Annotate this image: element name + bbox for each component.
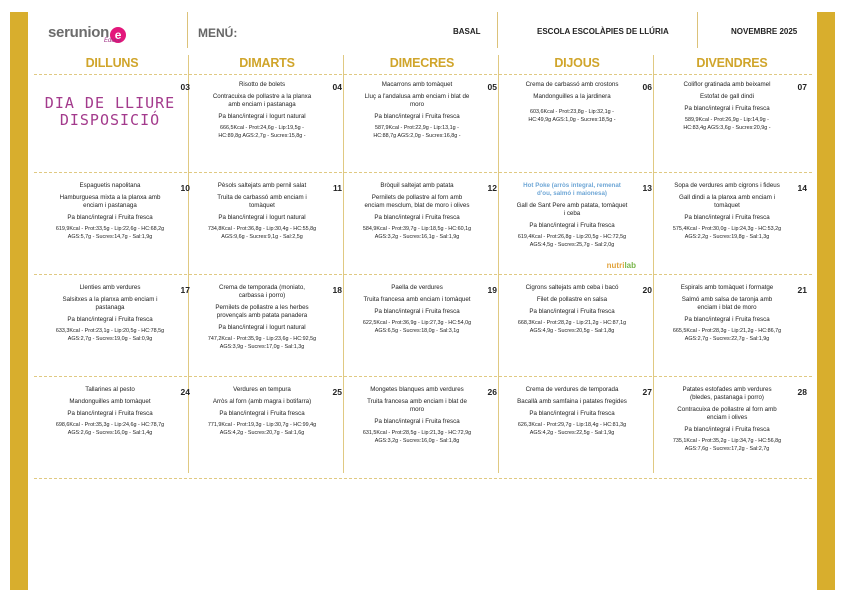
- dessert: Pa blanc/integral i Fruita fresca: [529, 222, 615, 229]
- day-cell: [347, 280, 497, 378]
- nutrition-info: 619,4Kcal - Prot:26,8g - Lip:20,5g - HC:72,5g: [517, 234, 627, 240]
- day-cell: [40, 382, 190, 480]
- first-course: Macarrons amb tomàquet: [381, 81, 453, 88]
- dessert: Pa blanc/integral i Iogurt natural: [218, 324, 306, 331]
- second-course: Mandonguilles amb tomàquet: [69, 398, 151, 405]
- nutrition-info: AGS:3,2g - Sucres:16,0g - Sal:1,8g: [374, 437, 460, 444]
- nutrition-info: HC:49,9g AGS:1,0g - Sucres:18,5g -: [528, 116, 616, 123]
- nutrition-info: AGS:6,5g - Sucres:18,0g - Sal:3,1g: [374, 327, 460, 334]
- dessert: Pa blanc/integral i Fruita fresca: [684, 426, 770, 433]
- nutrition-info: AGS:2,2g - Sucres:19,8g - Sal:1,3g: [684, 233, 770, 240]
- dessert: Pa blanc/integral i Iogurt natural: [218, 113, 306, 120]
- second-course: Bacallà amb samfaina i patates fregides: [517, 398, 627, 405]
- day-header-monday: DILLUNS: [85, 56, 139, 70]
- day-cell: [347, 382, 497, 480]
- dessert: Pa blanc/integral i Fruita fresca: [67, 316, 153, 323]
- second-course: Estofat de gall dindi: [699, 93, 754, 100]
- day-header-friday: DIVENDRES: [696, 56, 768, 70]
- first-course: Llenties amb verdures: [79, 284, 141, 291]
- day-header-tuesday: DIMARTS: [239, 56, 295, 70]
- free-day-text: DISPOSICIÓ: [59, 111, 161, 129]
- second-course: tomàquet: [714, 202, 740, 209]
- nutrition-info: AGS:4,9g - Sucres:20,5g - Sal:1,8g: [529, 327, 615, 334]
- day-cell: [40, 178, 190, 276]
- first-course: Cigrons saltejats amb ceba i bacó: [525, 284, 619, 291]
- second-course: provençals amb patata panadera: [216, 312, 308, 319]
- nutrition-info: HC:83,4g AGS:3,6g - Sucres:20,9g -: [683, 124, 771, 131]
- day-cell: [347, 77, 497, 175]
- day-cell: [657, 178, 807, 276]
- dessert: Pa blanc/integral i Fruita fresca: [529, 308, 615, 315]
- second-course: moro: [409, 406, 425, 413]
- dessert: Pa blanc/integral i Fruita fresca: [684, 105, 770, 112]
- day-number: 27: [642, 387, 652, 397]
- nutrition-info: AGS:2,7g - Sucres:22,7g - Sal:1,9g: [684, 335, 770, 342]
- serunion-logo: serunion e: [48, 24, 126, 43]
- nutrition-info: AGS:5,7g - Sucres:14,7g - Sal:1,9g: [67, 233, 153, 240]
- day-number: 03: [180, 82, 190, 92]
- first-course: Espirals amb tomàquet i formatge: [680, 284, 774, 291]
- second-course: Contracuixa de pollastre a la planxa: [212, 93, 312, 100]
- dessert: Pa blanc/integral i Iogurt natural: [218, 214, 306, 221]
- first-course: carbassa i porro): [238, 292, 286, 299]
- nutrition-info: AGS:2,7g - Sucres:19,0g - Sal:0,9g: [67, 335, 153, 342]
- nutrition-info: 584,9Kcal - Prot:39,7g - Lip:18,5g - HC:60,1g: [362, 226, 472, 232]
- dessert: Pa blanc/integral i Fruita fresca: [374, 418, 460, 425]
- day-cell: [40, 280, 190, 378]
- day-number: 21: [797, 285, 807, 295]
- school-name: ESCOLA ESCOLÀPIES DE LLÚRIA: [537, 27, 669, 36]
- nutrition-info: 698,6Kcal - Prot:35,3g - Lip:24,6g - HC:78,7g: [55, 422, 165, 428]
- dessert: Pa blanc/integral i Fruita fresca: [684, 316, 770, 323]
- second-course: Contracuixa de pollastre al forn amb: [677, 406, 777, 413]
- day-number: 06: [642, 82, 652, 92]
- dessert: Pa blanc/integral i Fruita fresca: [684, 214, 770, 221]
- nutrition-info: AGS:4,2g - Sucres:22,5g - Sal:1,9g: [529, 429, 615, 436]
- day-number: 20: [642, 285, 652, 295]
- second-course: Truita francesa amb enciam i tomàquet: [363, 296, 471, 303]
- day-number: 13: [642, 183, 652, 193]
- nutrition-info: 626,3Kcal - Prot:29,7g - Lip:18,4g - HC:81,3g: [517, 422, 627, 428]
- column-divider: [498, 55, 499, 473]
- day-cell: [502, 77, 652, 175]
- nutrition-info: 619,9Kcal - Prot:33,5g - Lip:22,6g - HC:68,2g: [55, 226, 165, 232]
- day-number: 14: [797, 183, 807, 193]
- nutrition-info: 771,9Kcal - Prot:19,3g - Lip:30,7g - HC:99,4g: [207, 422, 317, 428]
- free-day-text: DIA DE LLIURE: [44, 94, 176, 112]
- day-number: 28: [797, 387, 807, 397]
- day-cell: [502, 280, 652, 378]
- dessert: Pa blanc/integral i Fruita fresca: [67, 214, 153, 221]
- day-header-thursday: DIJOUS: [554, 56, 600, 70]
- nutrition-info: 666,5Kcal - Prot:24,6g - Lip:19,5g -: [220, 125, 304, 131]
- second-course: enciam i olives: [706, 414, 748, 421]
- nutrition-info: AGS:4,5g - Sucres:25,7g - Sal:2,0g: [529, 241, 615, 248]
- first-course: Tallarines al pesto: [85, 386, 135, 393]
- first-course: Crema de temporada (moniato,: [219, 284, 305, 291]
- nutrition-info: AGS:4,2g - Sucres:20,7g - Sal:1,6g: [219, 429, 305, 436]
- first-course: Crema de verdures de temporada: [525, 386, 619, 393]
- second-course: Salsitxes a la planxa amb enciam i: [62, 296, 158, 303]
- nutrition-info: AGS:7,6g - Sucres:17,2g - Sal:2,7g: [684, 445, 770, 452]
- day-number: 18: [332, 285, 342, 295]
- second-course: enciam i blat de moro: [697, 304, 757, 311]
- second-course: enciam mesclum, blat de moro i olives: [364, 202, 470, 209]
- second-course: enciam i pastanaga: [83, 202, 137, 209]
- nutrition-info: 589,9Kcal - Prot:26,9g - Lip:14,9g -: [685, 117, 769, 123]
- nutrition-info: 734,8Kcal - Prot:36,8g - Lip:30,4g - HC:55,8g: [207, 226, 317, 232]
- right-gold-bar: [817, 12, 835, 590]
- day-cell: [192, 178, 342, 276]
- nutrition-info: AGS:3,2g - Sucres:16,1g - Sal:1,9g: [374, 233, 460, 240]
- first-course: Verdures en tempura: [233, 386, 291, 393]
- nutrition-info: 587,9Kcal - Prot:22,9g - Lip:13,1g -: [375, 125, 459, 131]
- first-course: Risotto de bolets: [238, 81, 286, 88]
- nutrition-info: 633,3Kcal - Prot:23,1g - Lip:20,5g - HC:78,5g: [55, 328, 165, 334]
- nutrition-info: AGS:3,9g - Sucres:17,0g - Sal:1,3g: [219, 343, 305, 350]
- highlight-dish: Hot Poke (arròs integral, remenat: [523, 182, 621, 189]
- logo-mark-icon: e: [110, 27, 126, 43]
- first-course: Sopa de verdures amb cigrons i fideus: [674, 182, 780, 189]
- dessert: Pa blanc/integral i Fruita fresca: [529, 410, 615, 417]
- nutrition-info: 622,5Kcal - Prot:36,9g - Lip:27,3g - HC:54,0g: [362, 320, 472, 326]
- second-course: Arròs al forn (amb magra i botifarra): [212, 398, 312, 405]
- month-label: NOVEMBRE 2025: [731, 27, 798, 36]
- first-course: Patates estofades amb verdures: [682, 386, 772, 393]
- logo-subtitle: Educa: [104, 38, 122, 44]
- nutrition-info: HC:88,7g AGS:2,0g - Sucres:16,8g -: [373, 132, 461, 139]
- day-number: 05: [487, 82, 497, 92]
- nutrition-info: 665,5Kcal - Prot:28,3g - Lip:21,2g - HC:86,7g: [672, 328, 782, 334]
- first-course: Bròquil saltejat amb patata: [380, 182, 454, 189]
- first-course: Espaguetis napolitana: [79, 182, 141, 189]
- nutrition-info: HC:89,8g AGS:2,7g - Sucres:15,8g -: [218, 132, 306, 139]
- second-course: i ceba: [563, 210, 581, 217]
- nutrition-info: 735,1Kcal - Prot:35,2g - Lip:34,7g - HC:56,8g: [672, 438, 782, 444]
- second-course: Salmó amb salsa de taronja amb: [681, 296, 773, 303]
- second-course: Gall dindi a la planxa amb enciam i: [679, 194, 775, 201]
- second-course: Pernilets de pollastre a les herbes: [215, 304, 309, 311]
- first-course: Mongetes blanques amb verdures: [370, 386, 464, 393]
- second-course: Truita francesa amb enciam i blat de: [367, 398, 467, 405]
- left-gold-bar: [10, 12, 28, 590]
- header-divider: [187, 12, 188, 48]
- day-cell: [192, 77, 342, 175]
- first-course: Paella de verdures: [391, 284, 443, 291]
- first-course: Pèsols saltejats amb pernil salat: [217, 182, 307, 189]
- column-divider: [343, 55, 344, 473]
- dessert: Pa blanc/integral i Fruita fresca: [374, 308, 460, 315]
- day-number: 25: [332, 387, 342, 397]
- dessert: Pa blanc/integral i Fruita fresca: [219, 410, 305, 417]
- first-course: Coliflor gratinada amb beixamel: [683, 81, 771, 88]
- second-course: moro: [409, 101, 425, 108]
- second-course: Filet de pollastre en salsa: [536, 296, 608, 303]
- day-cell: [657, 280, 807, 378]
- day-number: 10: [180, 183, 190, 193]
- day-number: 11: [333, 183, 342, 193]
- nutrition-info: 668,3Kcal - Prot:28,2g - Lip:21,2g - HC:87,1g: [517, 320, 627, 326]
- first-course: (bledes, pastanaga i porro): [690, 394, 764, 401]
- row-divider: [34, 74, 812, 75]
- day-cell: [657, 77, 807, 175]
- second-course: amb enciam i pastanaga: [228, 101, 296, 108]
- day-number: 24: [180, 387, 190, 397]
- second-course: Hamburguesa mixta a la planxa amb: [59, 194, 161, 201]
- nutrition-info: 603,6Kcal - Prot:23,8g - Lip:32,1g -: [530, 109, 614, 115]
- second-course: Mandonguilles a la jardinera: [533, 93, 611, 100]
- nutrilab-badge: [607, 261, 636, 270]
- nutrilab-name: nutri: [606, 261, 625, 270]
- dessert: Pa blanc/integral i Fruita fresca: [67, 410, 153, 417]
- day-cell: [192, 280, 342, 378]
- column-divider: [653, 55, 654, 473]
- diet-type: BASAL: [453, 27, 481, 36]
- day-cell: [502, 178, 652, 276]
- second-course: Lluç a l'andalusa amb enciam i blat de: [364, 93, 470, 100]
- day-cell: [657, 382, 807, 480]
- second-course: Truita de carbassó amb enciam i: [217, 194, 307, 201]
- header-divider: [497, 12, 498, 48]
- dessert: Pa blanc/integral i Fruita fresca: [374, 113, 460, 120]
- nutrition-info: AGS:9,6g - Sucres:9,1g - Sal:2,5g: [221, 233, 303, 240]
- second-course: Pernilets de pollastre al forn amb: [371, 194, 463, 201]
- day-cell: [40, 77, 190, 175]
- nutrition-info: AGS:2,6g - Sucres:16,0g - Sal:1,4g: [67, 429, 153, 436]
- day-number: 17: [180, 285, 190, 295]
- day-header-wednesday: DIMECRES: [389, 56, 455, 70]
- day-number: 04: [332, 82, 342, 92]
- nutrilab-suffix: lab: [624, 261, 636, 270]
- day-number: 12: [487, 183, 497, 193]
- day-number: 07: [797, 82, 807, 92]
- day-number: 26: [487, 387, 497, 397]
- day-cell: [192, 382, 342, 480]
- highlight-dish: d'ou, salmó i maionesa): [537, 190, 607, 197]
- second-course: tomàquet: [249, 202, 275, 209]
- header-divider: [697, 12, 698, 48]
- day-cell: [347, 178, 497, 276]
- second-course: pastanaga: [95, 304, 125, 311]
- day-number: 19: [487, 285, 497, 295]
- second-course: Gall de Sant Pere amb patata, tomàquet: [516, 202, 628, 209]
- menu-label: MENÚ:: [198, 26, 238, 40]
- nutrition-info: 747,2Kcal - Prot:35,9g - Lip:23,6g - HC:92,5g: [207, 336, 317, 342]
- dessert: Pa blanc/integral i Fruita fresca: [374, 214, 460, 221]
- day-cell: [502, 382, 652, 480]
- nutrition-info: 575,4Kcal - Prot:30,0g - Lip:24,3g - HC:53,2g: [672, 226, 782, 232]
- first-course: Crema de carbassó amb crostons: [525, 81, 619, 88]
- nutrition-info: 631,5Kcal - Prot:28,5g - Lip:21,3g - HC:72,9g: [362, 430, 472, 436]
